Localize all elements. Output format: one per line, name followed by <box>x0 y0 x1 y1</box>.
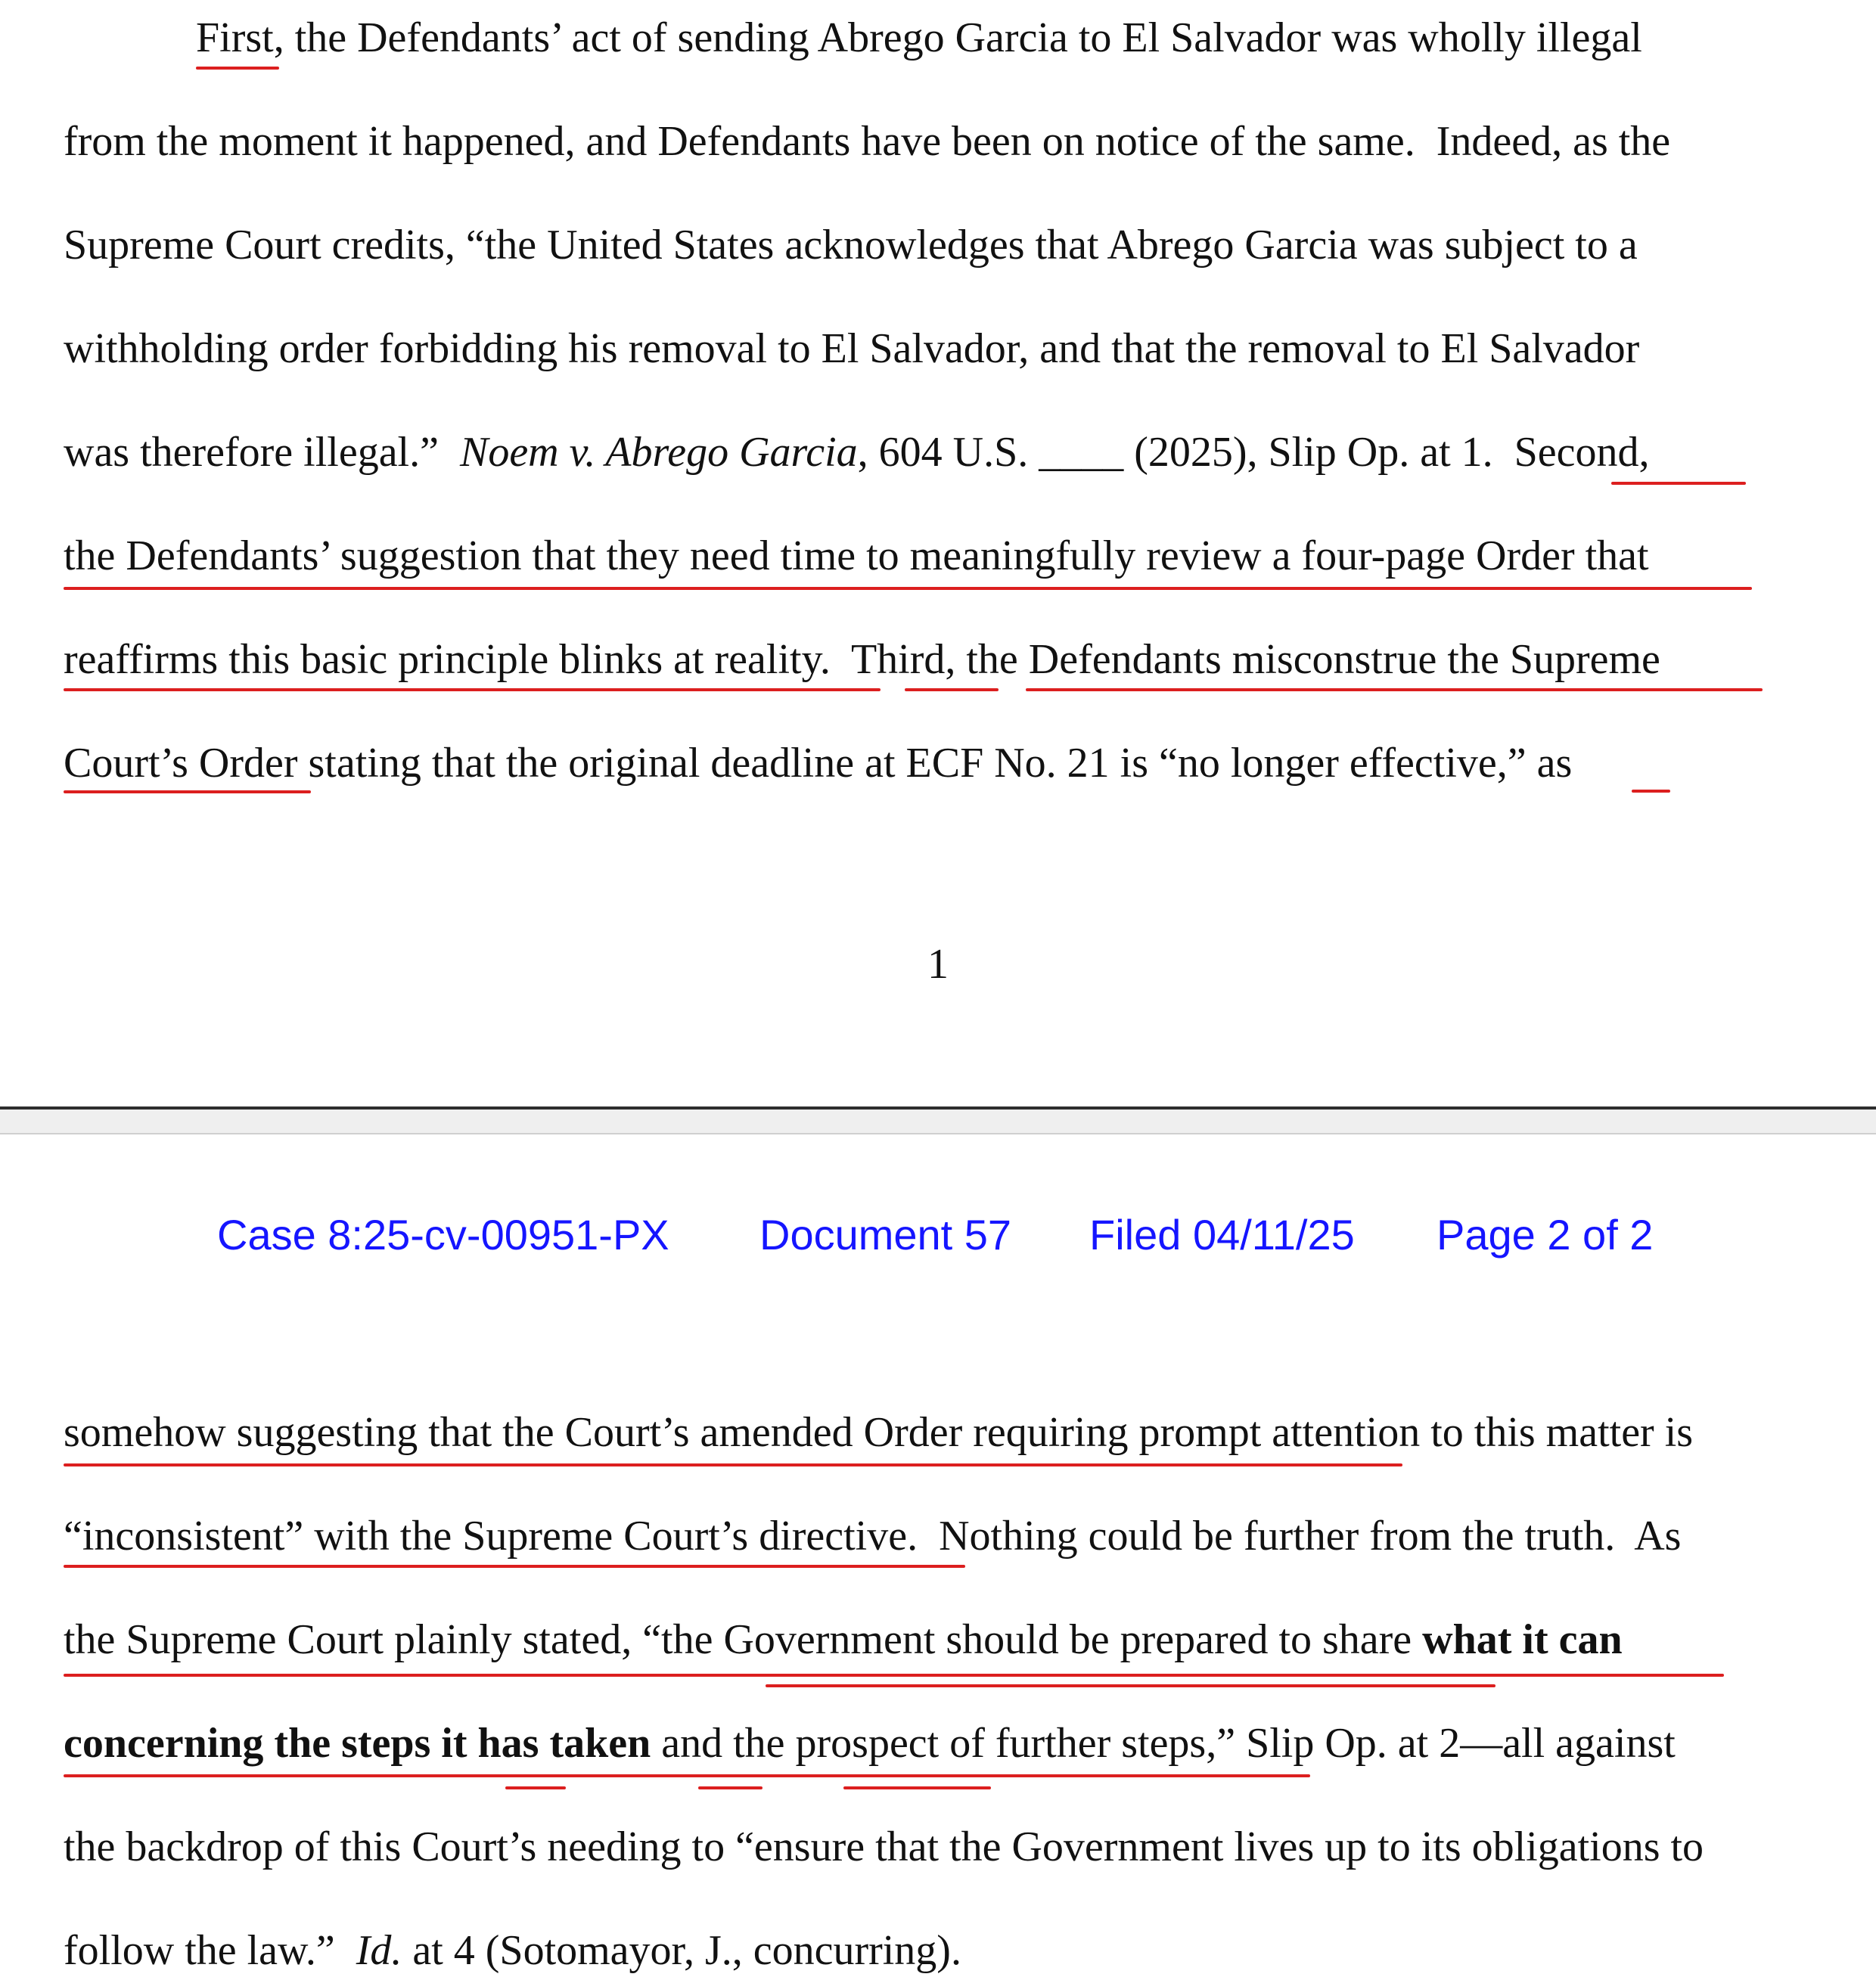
text-run: the backdrop of this Court’s needing to “ensure that the Government lives up to its obligations to <box>64 1823 1704 1870</box>
underline-mark <box>64 1774 1310 1777</box>
body-line <box>64 737 1572 790</box>
underline-mark <box>843 1786 991 1789</box>
underline-mark <box>1632 790 1670 793</box>
text-run: withholding order forbidding his removal to El Salvador, and that the removal to El Salvador <box>64 325 1640 372</box>
case-citation: Noem v. Abrego Garcia <box>459 429 858 476</box>
text-run: stating that the original deadline at ECF No. 21 is “no longer effective,” <box>297 740 1537 787</box>
text-run: , <box>945 636 967 683</box>
body-line <box>64 1406 1693 1459</box>
text-run: reaffirms this basic principle blinks at reality. <box>64 636 831 683</box>
document-number: Document 57 <box>759 1211 1012 1259</box>
text-run: “inconsistent” with the Supreme Court’s directive. <box>64 1513 918 1560</box>
filed-date: Filed 04/11/25 <box>1089 1211 1355 1259</box>
text-run: at 4 (Sotomayor, J., concurring). <box>402 1927 961 1974</box>
body-line <box>64 426 1650 479</box>
body-line <box>196 11 1642 64</box>
body-line <box>64 633 1660 686</box>
text-run: the Defendants’ suggestion that they need time to meaningfully review a four-page Order that <box>64 532 1649 579</box>
text-run: as <box>1536 740 1573 787</box>
text-run: , 604 U.S. ____ (2025), Slip Op. at 1. <box>857 429 1514 476</box>
text-run: , <box>1638 429 1650 476</box>
word-third: Third <box>850 636 946 683</box>
page-gap <box>0 1110 1876 1134</box>
underline-mark <box>1611 482 1746 485</box>
body-line <box>64 529 1649 582</box>
filing-header <box>0 1205 1876 1265</box>
word-second: Second <box>1514 429 1639 476</box>
body-line <box>64 1613 1623 1666</box>
text-run <box>831 636 851 683</box>
body-line <box>64 219 1638 272</box>
underline-mark <box>64 688 881 691</box>
underline-mark <box>64 587 1752 590</box>
underline-mark <box>505 1786 566 1789</box>
body-line <box>64 1510 1681 1563</box>
case-number: Case 8:25-cv-00951-PX <box>217 1211 669 1259</box>
body-line <box>64 1820 1704 1873</box>
bold-emphasis: what it can <box>1422 1616 1623 1663</box>
text-run: Nothing could be further from the truth. As <box>918 1513 1682 1560</box>
text-run: the Defendants misconstrue the Supreme <box>966 636 1660 683</box>
text-run: and the prospect of further steps,” Slip Op. at 2—all against <box>651 1720 1676 1767</box>
body-line <box>64 1924 961 1977</box>
underline-mark <box>64 1463 1402 1466</box>
underline-mark <box>698 1786 763 1789</box>
word-first: First <box>196 14 274 61</box>
text-run: from the moment it happened, and Defendants have been on notice of the same. Indeed, as the <box>64 118 1671 165</box>
text-run: somehow suggesting that the Court’s amended Order requiring prompt attention to this matter is <box>64 1409 1694 1456</box>
bold-emphasis: concerning the steps it has taken <box>64 1720 651 1767</box>
text-run: Court’s Order <box>64 740 298 787</box>
body-line <box>64 322 1639 375</box>
text-run: Supreme Court credits, “the United States acknowledges that Abrego Garcia was subject to a <box>64 222 1638 268</box>
text-run: the Supreme Court plainly stated, “the Government should be prepared to share <box>64 1616 1423 1663</box>
text-run: , the Defendants’ act of sending Abrego Garcia to El Salvador was wholly illegal <box>273 14 1642 61</box>
underline-mark <box>196 67 279 70</box>
page-indicator: Page 2 of 2 <box>1437 1211 1654 1259</box>
underline-mark <box>64 790 311 793</box>
underline-mark <box>64 1674 1724 1677</box>
underline-mark <box>905 688 999 691</box>
body-line <box>64 1717 1676 1770</box>
page-number: 1 <box>927 941 949 988</box>
id-citation: Id. <box>356 1927 402 1974</box>
underline-mark <box>64 1565 965 1568</box>
body-line <box>64 115 1670 168</box>
text-run: follow the law.” <box>64 1927 356 1974</box>
underline-mark <box>766 1684 1496 1687</box>
underline-mark <box>1026 688 1763 691</box>
text-run: was therefore illegal.” <box>64 429 460 476</box>
